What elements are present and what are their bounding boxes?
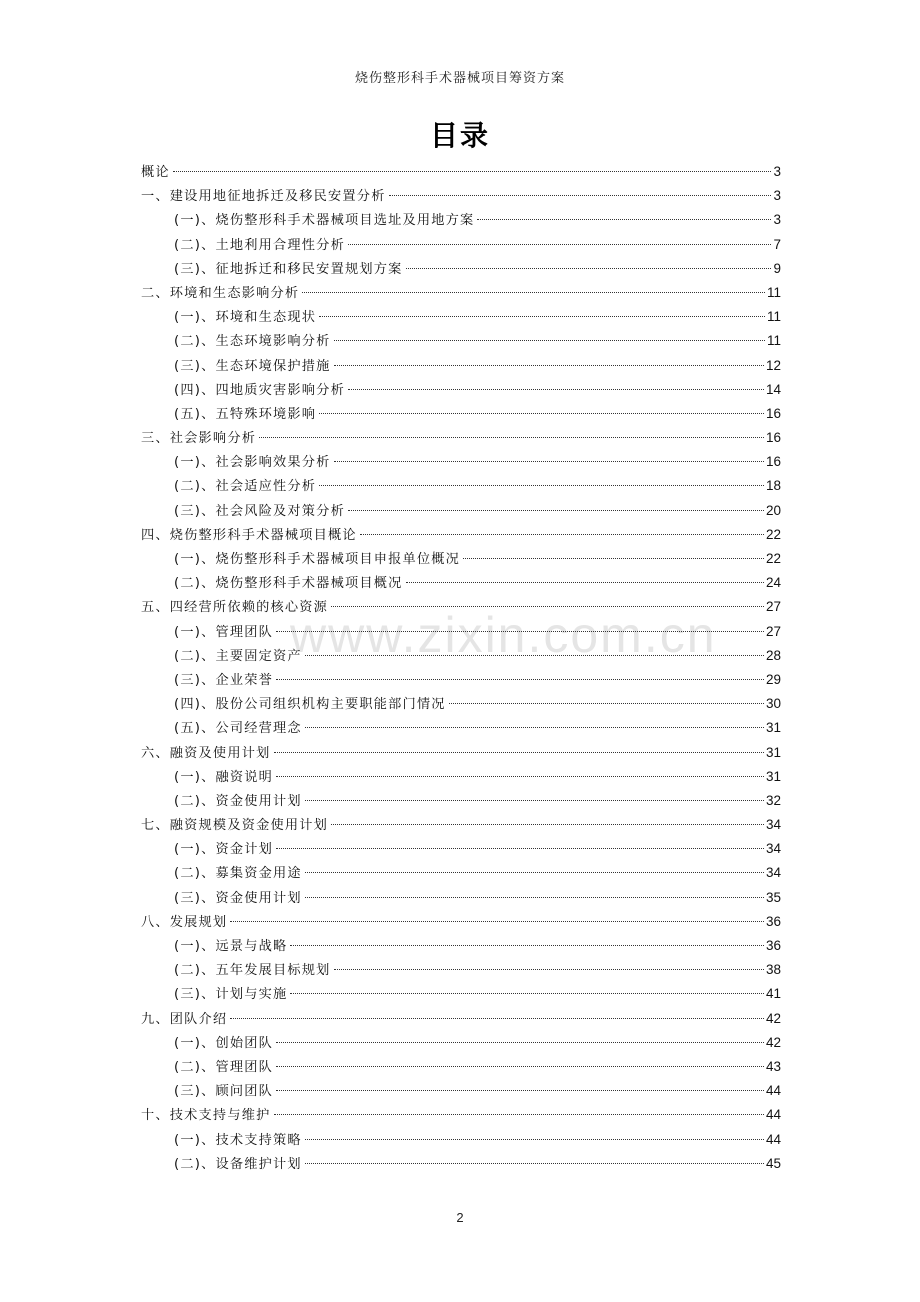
toc-entry-label: (三)、生态环境保护措施: [174, 358, 331, 374]
toc-entry-page-number: 42: [765, 1034, 781, 1050]
toc-entry-label: 四、烧伤整形科手术器械项目概论: [141, 527, 357, 543]
toc-entry-page-number: 11: [766, 333, 781, 349]
watermark: www.zixin.com.cn: [290, 607, 717, 663]
toc-entry-label: (二)、五年发展目标规划: [174, 963, 331, 979]
toc-entry-page-number: 22: [765, 526, 781, 542]
toc-entry-page-number: 31: [765, 720, 781, 736]
toc-entry-page-number: 29: [765, 671, 781, 687]
toc-entry-label: (二)、土地利用合理性分析: [174, 237, 345, 253]
toc-section-entry[interactable]: [141, 693, 781, 717]
toc-entry-label: 七、融资规模及资金使用计划: [141, 818, 329, 834]
toc-entry-label: (一)、环境和生态现状: [174, 310, 317, 326]
toc-entry-label: (五)、公司经营理念: [174, 721, 302, 737]
toc-section-entry[interactable]: [141, 887, 781, 911]
toc-entry-label: 三、社会影响分析: [141, 431, 257, 447]
toc-entry-page-number: 24: [765, 575, 781, 591]
page-title: 目录: [429, 119, 490, 152]
toc-dot-leader: [274, 752, 764, 753]
toc-section-entry[interactable]: [141, 935, 781, 959]
toc-section-entry[interactable]: [141, 1129, 781, 1153]
toc-chapter-entry[interactable]: [141, 185, 781, 209]
toc-entry-page-number: 43: [765, 1058, 781, 1074]
toc-dot-leader: [173, 171, 772, 172]
toc-entry-label: 一、建设用地征地拆迁及移民安置分析: [141, 189, 386, 205]
toc-dot-leader: [348, 244, 772, 245]
toc-section-entry[interactable]: [141, 355, 781, 379]
toc-dot-leader: [305, 1139, 764, 1140]
toc-entry-label: (一)、技术支持策略: [174, 1132, 302, 1148]
toc-entry-page-number: 44: [765, 1107, 781, 1123]
toc-section-entry[interactable]: [141, 258, 781, 282]
toc-entry-label: (二)、募集资金用途: [174, 866, 302, 882]
toc-dot-leader: [290, 945, 764, 946]
toc-chapter-entry[interactable]: [141, 814, 781, 838]
toc-dot-leader: [305, 897, 764, 898]
toc-entry-label: 六、融资及使用计划: [141, 745, 271, 761]
toc-entry-label: (三)、征地拆迁和移民安置规划方案: [174, 261, 403, 277]
toc-entry-label: (四)、四地质灾害影响分析: [174, 382, 345, 398]
toc-entry-page-number: 34: [765, 865, 781, 881]
toc-chapter-entry[interactable]: [141, 1008, 781, 1032]
toc-entry-page-number: 9: [773, 260, 781, 276]
toc-entry-page-number: 27: [765, 623, 781, 639]
toc-section-entry[interactable]: [141, 209, 781, 233]
toc-entry-label: (一)、创始团队: [174, 1035, 274, 1051]
toc-section-entry[interactable]: [141, 1153, 781, 1177]
toc-entry-label: (二)、资金使用计划: [174, 793, 302, 809]
toc-entry-label: (二)、主要固定资产: [174, 648, 302, 664]
toc-chapter-entry[interactable]: [141, 524, 781, 548]
toc-entry-label: (一)、烧伤整形科手术器械项目申报单位概况: [174, 552, 461, 567]
toc-chapter-entry[interactable]: [141, 427, 781, 451]
toc-section-entry[interactable]: [141, 862, 781, 886]
toc-entry-page-number: 28: [765, 647, 781, 663]
toc-entry-page-number: 36: [765, 938, 781, 953]
toc-dot-leader: [274, 1114, 764, 1115]
toc-entry-label: 二、环境和生态影响分析: [141, 285, 300, 301]
toc-entry-label: 十、技术支持与维护: [141, 1108, 271, 1124]
toc-entry-page-number: 34: [765, 841, 781, 857]
toc-dot-leader: [276, 631, 764, 632]
toc-entry-page-number: 30: [765, 696, 781, 712]
toc-entry-label: (三)、计划与实施: [174, 987, 288, 1003]
toc-section-entry[interactable]: [141, 645, 781, 669]
toc-dot-leader: [348, 389, 764, 390]
toc-dot-leader: [319, 485, 764, 486]
toc-entry-label: (三)、顾问团队: [174, 1084, 274, 1100]
toc-section-entry[interactable]: [141, 306, 781, 330]
toc-dot-leader: [319, 413, 764, 414]
toc-dot-leader: [449, 703, 764, 704]
toc-dot-leader: [334, 365, 764, 366]
toc-entry-page-number: 45: [765, 1155, 781, 1171]
toc-entry-page-number: 3: [773, 212, 781, 228]
toc-dot-leader: [334, 340, 765, 341]
toc-chapter-entry[interactable]: [141, 742, 781, 766]
toc-dot-leader: [276, 848, 764, 849]
toc-entry-page-number: 32: [765, 792, 781, 808]
toc-dot-leader: [230, 921, 764, 922]
toc-dot-leader: [259, 437, 764, 438]
toc-entry-page-number: 44: [765, 1083, 781, 1099]
toc-entry-label: 九、团队介绍: [141, 1011, 228, 1027]
toc-dot-leader: [348, 510, 764, 511]
toc-entry-page-number: 31: [765, 768, 781, 784]
toc-entry-page-number: 11: [766, 284, 781, 300]
toc-section-entry[interactable]: [141, 451, 781, 475]
toc-entry-label: (二)、设备维护计划: [174, 1156, 302, 1172]
toc-entry-page-number: 16: [765, 405, 781, 421]
toc-dot-leader: [305, 1163, 764, 1164]
toc-section-entry[interactable]: [141, 1032, 781, 1056]
toc-dot-leader: [389, 195, 772, 196]
toc-dot-leader: [331, 824, 764, 825]
toc-section-entry[interactable]: [141, 669, 781, 693]
toc-entry-label: 八、发展规划: [141, 914, 228, 930]
toc-entry-page-number: 22: [765, 551, 781, 566]
toc-entry-page-number: 18: [765, 478, 781, 494]
toc-dot-leader: [276, 679, 764, 680]
toc-dot-leader: [230, 1018, 764, 1019]
toc-entry-label: (一)、远景与战略: [174, 939, 288, 954]
running-header: 烧伤整形科手术器械项目筹资方案: [354, 71, 565, 86]
toc-chapter-entry[interactable]: [141, 161, 781, 185]
toc-chapter-entry[interactable]: [141, 911, 781, 935]
toc-dot-leader: [334, 461, 764, 462]
toc-chapter-entry[interactable]: [141, 1104, 781, 1128]
toc-section-entry[interactable]: [141, 983, 781, 1007]
toc-entry-page-number: 3: [773, 164, 781, 179]
toc-section-entry[interactable]: [141, 1056, 781, 1080]
toc-section-entry[interactable]: [141, 403, 781, 427]
toc-dot-leader: [305, 727, 764, 728]
toc-section-entry[interactable]: [141, 621, 781, 645]
toc-entry-label: (一)、资金计划: [174, 842, 274, 858]
toc-section-entry[interactable]: [141, 790, 781, 814]
toc-section-entry[interactable]: [141, 1080, 781, 1104]
toc-entry-label: (四)、股份公司组织机构主要职能部门情况: [174, 697, 446, 713]
toc-section-entry[interactable]: [141, 959, 781, 983]
toc-entry-page-number: 27: [765, 599, 781, 615]
toc-dot-leader: [276, 1042, 764, 1043]
toc-entry-label: (二)、生态环境影响分析: [174, 334, 331, 350]
toc-dot-leader: [276, 1090, 764, 1091]
toc-entry-label: (三)、资金使用计划: [174, 890, 302, 906]
toc-section-entry[interactable]: [141, 379, 781, 403]
toc-entry-page-number: 3: [773, 188, 781, 204]
toc-entry-label: (一)、社会影响效果分析: [174, 455, 331, 471]
toc-entry-label: (二)、社会适应性分析: [174, 479, 317, 495]
toc-entry-page-number: 20: [765, 502, 781, 518]
toc-entry-page-number: 41: [765, 986, 781, 1002]
toc-section-entry[interactable]: [141, 500, 781, 524]
toc-dot-leader: [406, 582, 764, 583]
toc-dot-leader: [477, 219, 771, 220]
toc-dot-leader: [305, 872, 764, 873]
toc-entry-label: 概论: [141, 165, 170, 180]
toc-dot-leader: [319, 316, 765, 317]
toc-entry-page-number: 44: [765, 1131, 781, 1147]
toc-entry-page-number: 14: [765, 381, 781, 397]
toc-entry-page-number: 35: [765, 889, 781, 905]
toc-entry-page-number: 7: [773, 236, 781, 252]
toc-entry-label: (三)、社会风险及对策分析: [174, 503, 345, 519]
toc-entry-page-number: 36: [765, 913, 781, 929]
toc-entry-page-number: 16: [765, 454, 781, 470]
toc-entry-page-number: 34: [765, 817, 781, 833]
table-of-contents: [141, 161, 781, 1177]
toc-section-entry[interactable]: [141, 330, 781, 354]
toc-dot-leader: [406, 268, 772, 269]
toc-dot-leader: [302, 292, 765, 293]
toc-section-entry[interactable]: [141, 766, 781, 790]
toc-entry-page-number: 16: [765, 430, 781, 446]
toc-entry-label: (一)、管理团队: [174, 624, 274, 640]
toc-entry-label: (一)、烧伤整形科手术器械项目选址及用地方案: [174, 213, 475, 229]
toc-chapter-entry[interactable]: [141, 282, 781, 306]
toc-section-entry[interactable]: [141, 717, 781, 741]
toc-entry-label: (三)、企业荣誉: [174, 672, 274, 688]
toc-entry-page-number: 38: [765, 962, 781, 978]
toc-section-entry[interactable]: [141, 548, 781, 572]
toc-section-entry[interactable]: [141, 838, 781, 862]
toc-entry-label: (一)、融资说明: [174, 769, 274, 785]
toc-dot-leader: [463, 558, 764, 559]
toc-entry-page-number: 31: [765, 744, 781, 760]
toc-entry-label: 五、四经营所依赖的核心资源: [141, 600, 329, 616]
toc-entry-label: (二)、烧伤整形科手术器械项目概况: [174, 576, 403, 592]
toc-section-entry[interactable]: [141, 572, 781, 596]
toc-dot-leader: [360, 534, 764, 535]
toc-dot-leader: [305, 800, 764, 801]
toc-dot-leader: [276, 776, 764, 777]
toc-section-entry[interactable]: [141, 475, 781, 499]
toc-entry-label: (二)、管理团队: [174, 1059, 274, 1075]
toc-entry-label: (五)、五特殊环境影响: [174, 406, 317, 422]
toc-dot-leader: [331, 606, 764, 607]
toc-entry-page-number: 11: [766, 309, 781, 325]
toc-entry-page-number: 42: [765, 1010, 781, 1026]
toc-dot-leader: [290, 993, 764, 994]
page-number: 2: [456, 1210, 464, 1225]
toc-dot-leader: [334, 969, 764, 970]
toc-entry-page-number: 12: [765, 357, 781, 373]
toc-dot-leader: [305, 655, 764, 656]
toc-chapter-entry[interactable]: [141, 596, 781, 620]
toc-section-entry[interactable]: [141, 234, 781, 258]
toc-dot-leader: [276, 1066, 764, 1067]
